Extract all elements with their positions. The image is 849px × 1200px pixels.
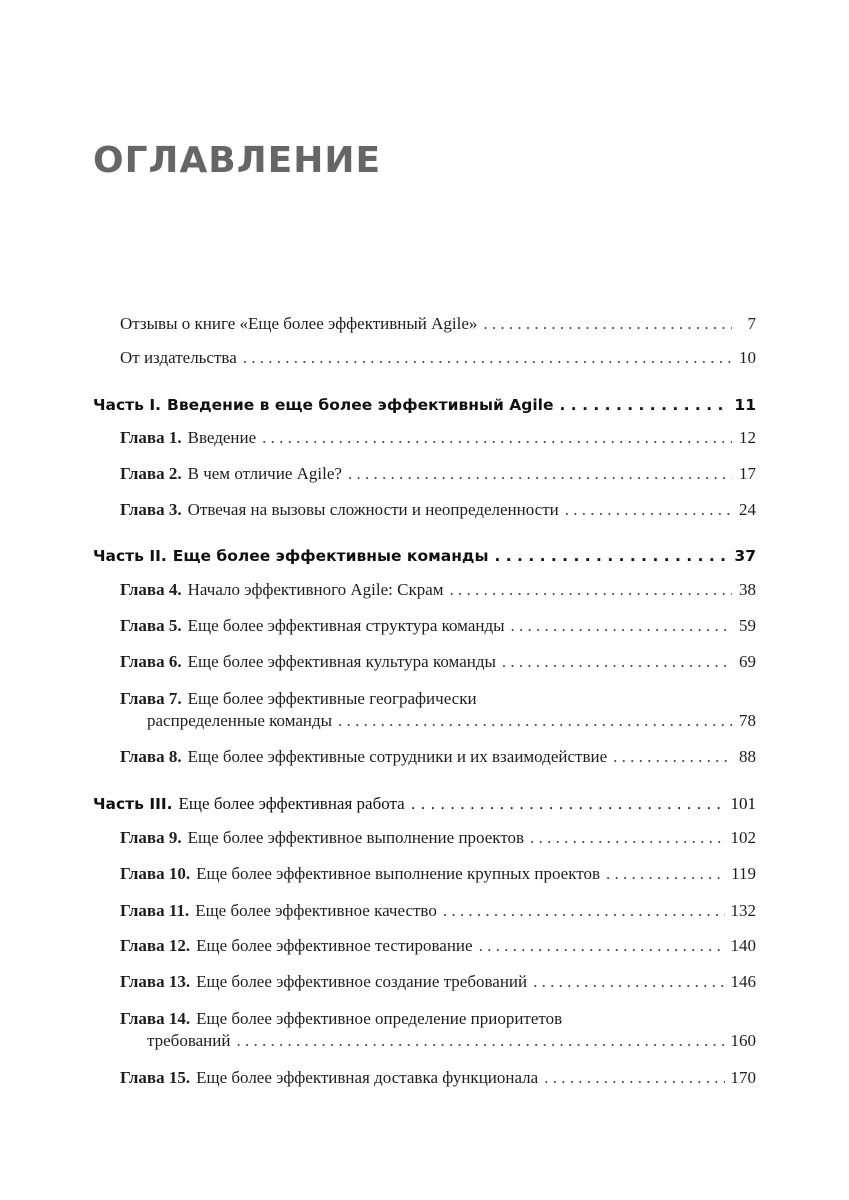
toc-chapter-9[interactable] (120, 827, 756, 849)
chapter-title: Введение (187, 428, 257, 447)
toc-page-number: 11 (734, 396, 756, 414)
dot-leader (494, 545, 728, 567)
part-title: Еще более эффективные команды (172, 547, 489, 565)
chapter-title-line1 (120, 1008, 756, 1030)
toc-page-number: 78 (739, 711, 756, 730)
chapter-title: Еще более эффективная культура команды (187, 652, 496, 671)
toc-chapter-5[interactable] (120, 615, 756, 637)
toc-page-number: 170 (730, 1068, 756, 1087)
toc-chapter-1[interactable] (120, 427, 756, 449)
page-title: ОГЛАВЛЕНИЕ (93, 140, 382, 181)
chapter-title-continued: требований (147, 1031, 231, 1050)
chapter-title: Еще более эффективное определение приоритетов (196, 1009, 563, 1028)
chapter-label: Глава 1. (120, 428, 182, 447)
chapter-title: Еще более эффективная структура команды (187, 616, 505, 635)
toc-page-number: 88 (739, 747, 756, 766)
dot-leader (243, 347, 732, 369)
chapter-label: Глава 15. (120, 1068, 191, 1087)
dot-leader (533, 971, 724, 993)
toc-chapter-7[interactable] (120, 688, 756, 732)
chapter-title: Еще более эффективные географически (187, 689, 477, 708)
toc-chapter-13[interactable] (120, 971, 756, 993)
toc-chapter-12[interactable] (120, 935, 756, 957)
dot-leader (338, 710, 732, 732)
toc-chapter-14[interactable] (120, 1008, 756, 1052)
toc-page-number: 101 (730, 794, 756, 813)
dot-leader (560, 394, 729, 416)
toc-chapter-11[interactable] (120, 900, 756, 922)
toc-page-number: 24 (739, 500, 756, 519)
dot-leader (606, 863, 725, 885)
part-label: Часть II. (93, 547, 167, 565)
chapter-title: Еще более эффективная доставка функционала (196, 1068, 539, 1087)
dot-leader (443, 900, 725, 922)
toc-page-number: 12 (739, 428, 756, 447)
part-title: Еще более эффективная работа (178, 794, 405, 813)
chapter-label: Глава 4. (120, 580, 182, 599)
toc-part-1[interactable] (93, 394, 756, 416)
chapter-title: Еще более эффективное тестирование (196, 936, 473, 955)
toc-page-number: 132 (730, 901, 756, 920)
dot-leader (613, 746, 732, 768)
chapter-label: Глава 13. (120, 972, 191, 991)
chapter-label: Глава 7. (120, 689, 182, 708)
chapter-title-line1 (120, 688, 756, 710)
chapter-label: Глава 2. (120, 464, 182, 483)
chapter-label: Глава 11. (120, 901, 190, 920)
dot-leader (479, 935, 725, 957)
chapter-label: Глава 14. (120, 1009, 191, 1028)
toc-page-number: 140 (730, 936, 756, 955)
chapter-label: Глава 6. (120, 652, 182, 671)
toc-chapter-10[interactable] (120, 863, 756, 885)
toc-chapter-8[interactable] (120, 746, 756, 768)
chapter-title: Начало эффективного Agile: Скрам (187, 580, 444, 599)
toc-chapter-6[interactable] (120, 651, 756, 673)
dot-leader (511, 615, 732, 637)
chapter-label: Глава 10. (120, 864, 191, 883)
chapter-title: Еще более эффективное качество (195, 901, 437, 920)
dot-leader (262, 427, 732, 449)
chapter-title: Еще более эффективные сотрудники и их взаимодействие (187, 747, 608, 766)
chapter-title-continued: распределенные команды (147, 711, 333, 730)
toc-chapter-4[interactable] (120, 579, 756, 601)
dot-leader (544, 1067, 724, 1089)
part-label: Часть III. (93, 795, 173, 813)
chapter-label: Глава 3. (120, 500, 182, 519)
toc-chapter-15[interactable] (120, 1067, 756, 1089)
chapter-title: Еще более эффективное выполнение крупных проектов (196, 864, 600, 883)
part-title: Введение в еще более эффективный Agile (167, 396, 554, 414)
toc-part-2[interactable] (93, 545, 756, 567)
toc-page-number: 69 (739, 652, 756, 671)
dot-leader (530, 827, 724, 849)
toc-page-number: 37 (734, 547, 756, 565)
toc-page-number: 146 (730, 972, 756, 991)
toc-page-number: 17 (739, 464, 756, 483)
toc-page-number: 102 (730, 828, 756, 847)
toc-entry-reviews[interactable] (120, 313, 756, 335)
chapter-label: Глава 9. (120, 828, 182, 847)
toc-page-number: 119 (731, 864, 756, 883)
chapter-title: Отвечая на вызовы сложности и неопределенности (187, 500, 559, 519)
dot-leader (565, 499, 732, 521)
chapter-title: Еще более эффективное выполнение проектов (187, 828, 525, 847)
toc-part-3[interactable] (93, 793, 756, 815)
dot-leader (348, 463, 732, 485)
part-label: Часть I. (93, 396, 162, 414)
toc-page-number: 38 (739, 580, 756, 599)
dot-leader (450, 579, 732, 601)
toc-page-number: 59 (739, 616, 756, 635)
dot-leader (483, 313, 732, 335)
dot-leader (411, 793, 725, 815)
toc-entry-title: От издательства (120, 348, 237, 367)
chapter-title: В чем отличие Agile? (187, 464, 342, 483)
toc-page-number: 10 (739, 348, 756, 367)
chapter-label: Глава 5. (120, 616, 182, 635)
chapter-title-line2 (120, 710, 756, 732)
toc-page-number: 7 (747, 314, 756, 333)
chapter-label: Глава 8. (120, 747, 182, 766)
toc-chapter-3[interactable] (120, 499, 756, 521)
toc-page-number: 160 (730, 1031, 756, 1050)
chapter-label: Глава 12. (120, 936, 191, 955)
dot-leader (502, 651, 732, 673)
toc-entry-publisher[interactable] (120, 347, 756, 369)
chapter-title-line2 (120, 1030, 756, 1052)
dot-leader (236, 1030, 724, 1052)
chapter-title: Еще более эффективное создание требований (196, 972, 528, 991)
toc-chapter-2[interactable] (120, 463, 756, 485)
toc-entry-title: Отзывы о книге «Еще более эффективный Agile» (120, 314, 478, 333)
